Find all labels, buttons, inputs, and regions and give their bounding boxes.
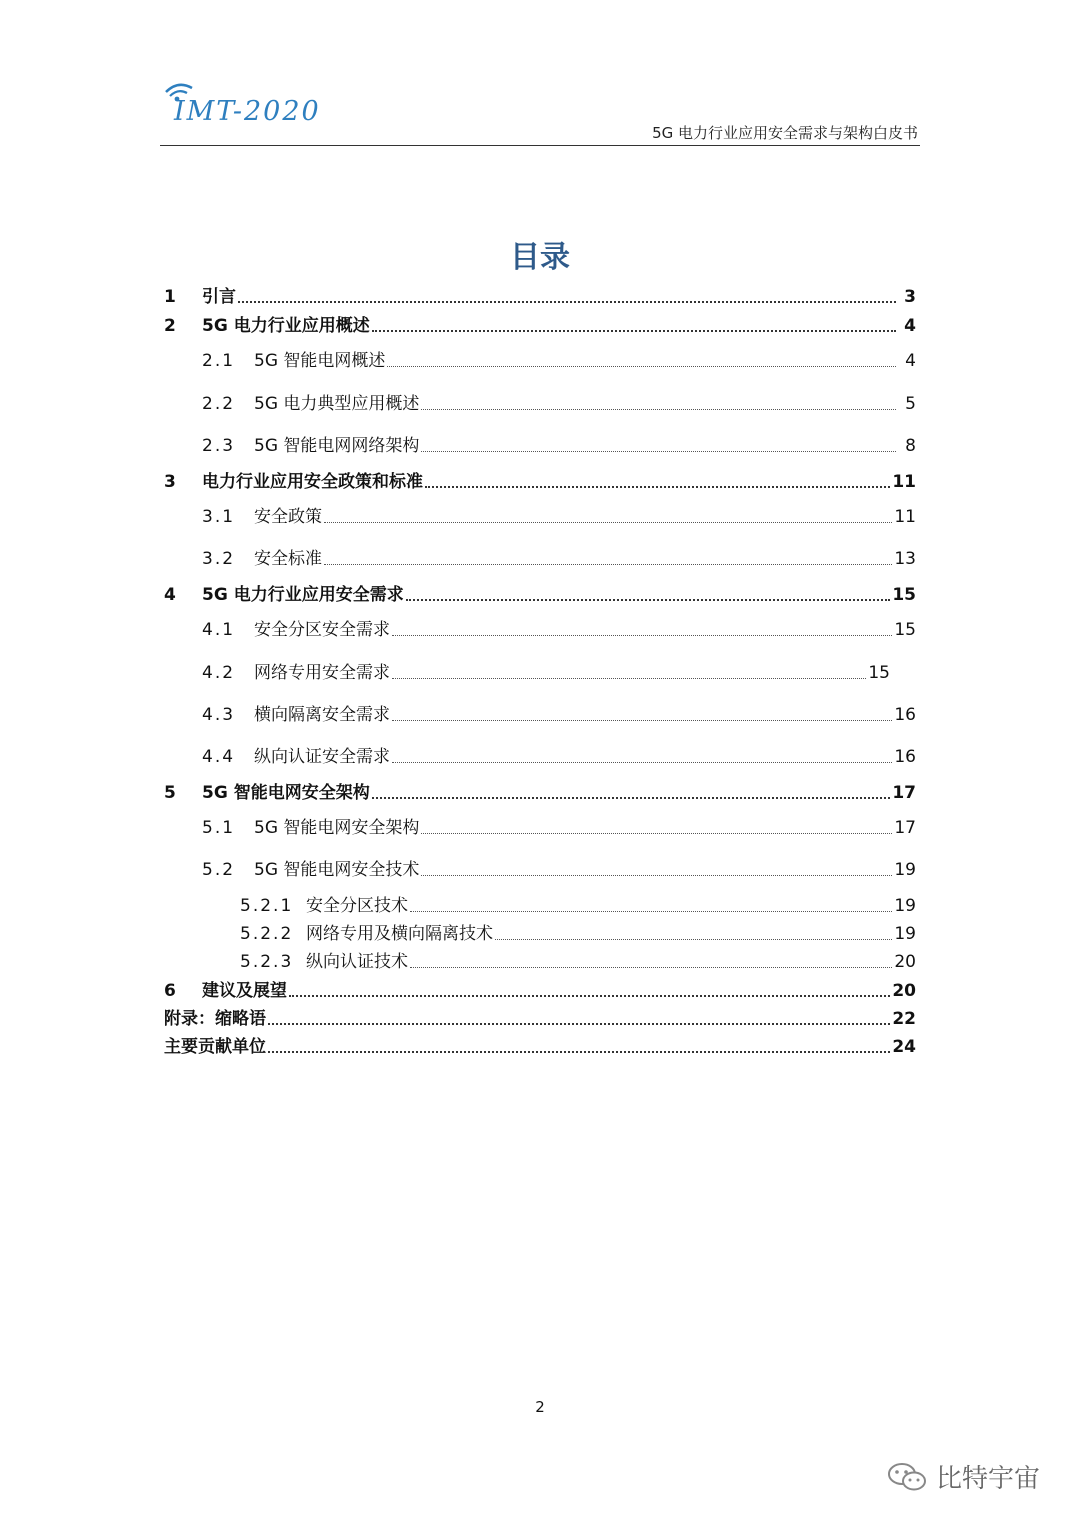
toc-entry[interactable] [164, 284, 916, 308]
toc-entry-number: 4 [164, 585, 176, 605]
toc-entry[interactable] [202, 348, 916, 372]
toc-entry-page: 11 [892, 472, 916, 492]
table-of-contents [164, 0, 916, 1100]
toc-entry-number: 5 [164, 783, 176, 803]
toc-entry[interactable] [240, 949, 916, 973]
page-number: 2 [535, 1398, 545, 1416]
toc-entry-page: 15 [892, 585, 916, 605]
toc-entry[interactable] [164, 469, 916, 493]
toc-entry-page: 17 [892, 783, 916, 803]
toc-entry-label: 5G 智能电网概述 [254, 351, 386, 371]
toc-entry-label: 纵向认证安全需求 [254, 747, 390, 767]
toc-entry-label: 安全分区技术 [306, 896, 408, 916]
toc-entry-page: 19 [894, 924, 916, 944]
leader-dots [406, 599, 891, 601]
toc-entry[interactable] [164, 313, 916, 337]
toc-entry-page: 11 [894, 507, 916, 527]
toc-entry-label: 5G 智能电网安全架构 [254, 818, 420, 838]
toc-entry-label: 5G 电力行业应用安全需求 [202, 585, 404, 605]
leader-dots [410, 911, 892, 912]
leader-dots [372, 330, 896, 332]
toc-entry-page: 4 [905, 351, 916, 371]
toc-entry[interactable] [202, 660, 890, 684]
toc-entry-label: 引言 [202, 287, 236, 307]
toc-entry-number: 6 [164, 981, 176, 1001]
toc-entry-label: 建议及展望 [202, 981, 287, 1001]
toc-entry[interactable] [202, 504, 916, 528]
toc-entry-number: 3 [164, 472, 176, 492]
toc-entry-page: 20 [894, 952, 916, 972]
toc-entry-label: 纵向认证技术 [306, 952, 408, 972]
toc-entry-number: 5.2.2 [240, 924, 294, 944]
leader-dots [421, 833, 892, 834]
toc-entry[interactable] [202, 617, 916, 641]
toc-entry-number: 4.1 [202, 620, 236, 640]
watermark-text: 比特宇宙 [936, 1464, 1041, 1494]
leader-dots [410, 967, 892, 968]
leader-dots [392, 635, 892, 636]
leader-dots [324, 564, 892, 565]
toc-entry-label: 网络专用及横向隔离技术 [306, 924, 493, 944]
toc-entry[interactable] [202, 391, 916, 415]
toc-entry[interactable] [202, 433, 916, 457]
toc-entry-label: 安全标准 [254, 549, 322, 569]
toc-entry-page: 16 [894, 747, 916, 767]
toc-entry-number: 2.1 [202, 351, 236, 371]
toc-entry-number: 2 [164, 316, 176, 336]
toc-entry-page: 24 [892, 1037, 916, 1057]
leader-dots [392, 720, 892, 721]
toc-entry[interactable] [202, 546, 916, 570]
toc-entry[interactable] [202, 702, 916, 726]
toc-entry-number: 4.3 [202, 705, 236, 725]
leader-dots [387, 366, 896, 367]
toc-entry-page: 19 [894, 860, 916, 880]
toc-entry-number: 5.1 [202, 818, 236, 838]
leader-dots [425, 486, 890, 488]
leader-dots [495, 939, 892, 940]
toc-entry-label: 5G 智能电网安全架构 [202, 783, 370, 803]
toc-entry-page: 17 [894, 818, 916, 838]
toc-entry-label: 主要贡献单位 [164, 1037, 266, 1057]
toc-entry-number: 3.1 [202, 507, 236, 527]
toc-entry-page: 4 [904, 316, 916, 336]
toc-entry-number: 1 [164, 287, 176, 307]
toc-entry-label: 网络专用安全需求 [254, 663, 390, 683]
toc-entry-number: 4.4 [202, 747, 236, 767]
toc-entry-page: 15 [894, 620, 916, 640]
toc-entry-page: 8 [905, 436, 916, 456]
toc-entry-number: 5.2.1 [240, 896, 294, 916]
toc-entry-page: 20 [892, 981, 916, 1001]
leader-dots [421, 409, 896, 410]
toc-entry[interactable] [164, 582, 916, 606]
toc-entry-appendix[interactable] [164, 1006, 916, 1030]
leader-dots [372, 797, 891, 799]
toc-entry-page: 19 [894, 896, 916, 916]
logo-text: IMT-2020 [174, 96, 321, 127]
toc-entry[interactable] [164, 978, 916, 1002]
toc-entry-label: 安全分区安全需求 [254, 620, 390, 640]
leader-dots [289, 995, 890, 997]
toc-entry-label: 5G 电力典型应用概述 [254, 394, 420, 414]
toc-entry[interactable] [202, 857, 916, 881]
toc-entry[interactable] [164, 780, 916, 804]
document-header-title: 5G 电力行业应用安全需求与架构白皮书 [652, 124, 918, 142]
watermark [886, 1458, 1040, 1495]
toc-entry-label: 电力行业应用安全政策和标准 [202, 472, 423, 492]
toc-entry-number: 4.2 [202, 663, 236, 683]
toc-entry-page: 13 [894, 549, 916, 569]
toc-title: 目录 [510, 240, 570, 275]
toc-entry-number: 2.2 [202, 394, 236, 414]
wechat-icon [886, 1461, 928, 1493]
toc-entry-number: 3.2 [202, 549, 236, 569]
toc-entry-page: 16 [894, 705, 916, 725]
toc-entry-label: 横向隔离安全需求 [254, 705, 390, 725]
toc-entry-contributors[interactable] [164, 1034, 916, 1058]
toc-entry-number: 5.2 [202, 860, 236, 880]
toc-entry-number: 5.2.3 [240, 952, 294, 972]
toc-entry-label: 5G 智能电网网络架构 [254, 436, 420, 456]
toc-entry-page: 3 [904, 287, 916, 307]
toc-entry-page: 15 [868, 663, 890, 683]
leader-dots [421, 451, 896, 452]
leader-dots [268, 1023, 890, 1025]
leader-dots [392, 678, 866, 679]
toc-entry[interactable] [202, 815, 916, 839]
leader-dots [238, 301, 896, 303]
toc-entry-label: 5G 电力行业应用概述 [202, 316, 370, 336]
leader-dots [392, 762, 892, 763]
toc-entry-label: 附录：缩略语 [164, 1009, 266, 1029]
toc-entry-label: 5G 智能电网安全技术 [254, 860, 420, 880]
leader-dots [268, 1051, 890, 1053]
toc-entry[interactable] [240, 921, 916, 945]
toc-entry-number: 2.3 [202, 436, 236, 456]
toc-entry[interactable] [240, 893, 916, 917]
toc-entry-page: 5 [905, 394, 916, 414]
toc-entry[interactable] [202, 744, 916, 768]
toc-entry-page: 22 [892, 1009, 916, 1029]
leader-dots [324, 522, 892, 523]
toc-entry-label: 安全政策 [254, 507, 322, 527]
leader-dots [421, 875, 892, 876]
